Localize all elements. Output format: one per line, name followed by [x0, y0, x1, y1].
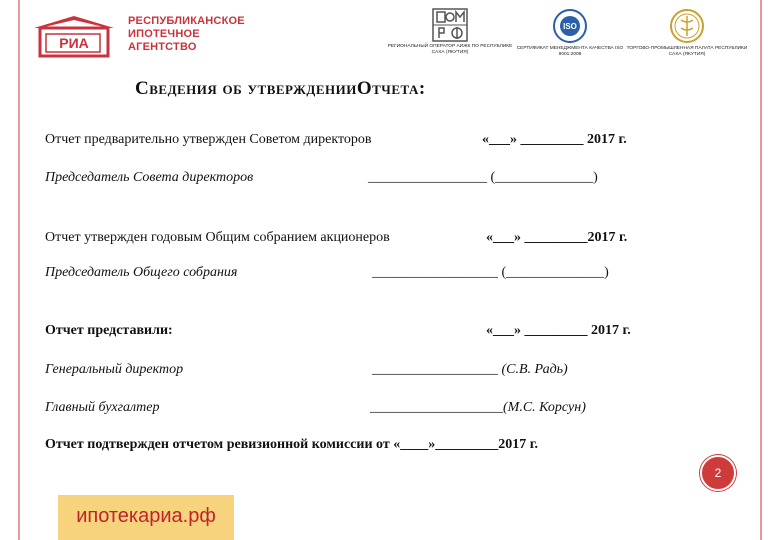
partner-caption: ТОРГОВО-ПРОМЫШЛЕННАЯ ПАЛАТА РЕСПУБЛИКИ САХА (ЯКУТИЯ)	[626, 46, 748, 57]
logo-letters: РИА	[59, 35, 89, 51]
meeting-chair-signature: __________________ (______________)	[372, 265, 609, 280]
website-link[interactable]: ипотекариа.рф	[76, 505, 216, 527]
partner-dom-rf	[385, 8, 515, 56]
iso-label: ISO	[563, 22, 577, 31]
audit-confirmation: Отчет подтвержден отчетом ревизионной комиссии от «____»_________2017 г.	[45, 437, 538, 452]
iso-certificate-seal-icon	[552, 8, 588, 44]
title-part: Отчета:	[356, 78, 426, 99]
accountant-signature: ___________________(М.С. Корсун)	[370, 400, 586, 415]
page-number-badge: 2	[700, 455, 736, 491]
org-name-line: АГЕНТСТВО	[128, 41, 197, 53]
ceo-signature: __________________ (С.В. Радь)	[372, 362, 568, 377]
org-name-line: ИПОТЕЧНОЕ	[128, 28, 200, 40]
submitted-label: Отчет представили:	[45, 323, 173, 338]
meeting-chair-label: Председатель Общего собрания	[45, 265, 238, 280]
org-name	[128, 15, 268, 54]
org-name-line: РЕСПУБЛИКАНСКОЕ	[128, 15, 245, 27]
meeting-approved-label: Отчет утвержден годовым Общим собранием акционеров	[45, 230, 390, 245]
partner-iso	[505, 8, 635, 58]
chamber-of-commerce-emblem-icon	[669, 8, 705, 44]
submitted-date: «___» _________ 2017 г.	[486, 323, 631, 338]
partner-caption: СЕРТИФИКАТ МЕНЕДЖМЕНТА КАЧЕСТВА ISO 9001:2008	[516, 46, 624, 57]
board-chair-signature: _________________ (______________)	[368, 170, 598, 185]
board-chair-label: Председатель Совета директоров	[45, 170, 254, 185]
partner-caption: РЕГИОНАЛЬНЫЙ ОПЕРАТОР АИЖК ПО РЕСПУБЛИКЕ САХА (ЯКУТИЯ)	[387, 44, 513, 55]
meeting-approved-date: «___» _________2017 г.	[486, 230, 628, 245]
page-title	[135, 78, 426, 100]
partner-chamber	[622, 8, 752, 58]
ria-house-logo	[28, 14, 120, 58]
title-part: Сведения об утверждении	[135, 78, 357, 99]
board-approved-date: «___» _________ 2017 г.	[482, 132, 627, 147]
board-approved-label: Отчет предварительно утвержден Советом директоров	[45, 132, 372, 147]
accountant-label: Главный бухгалтер	[45, 400, 160, 415]
dom-rf-logo-icon	[432, 8, 468, 42]
ceo-label: Генеральный директор	[45, 362, 184, 377]
